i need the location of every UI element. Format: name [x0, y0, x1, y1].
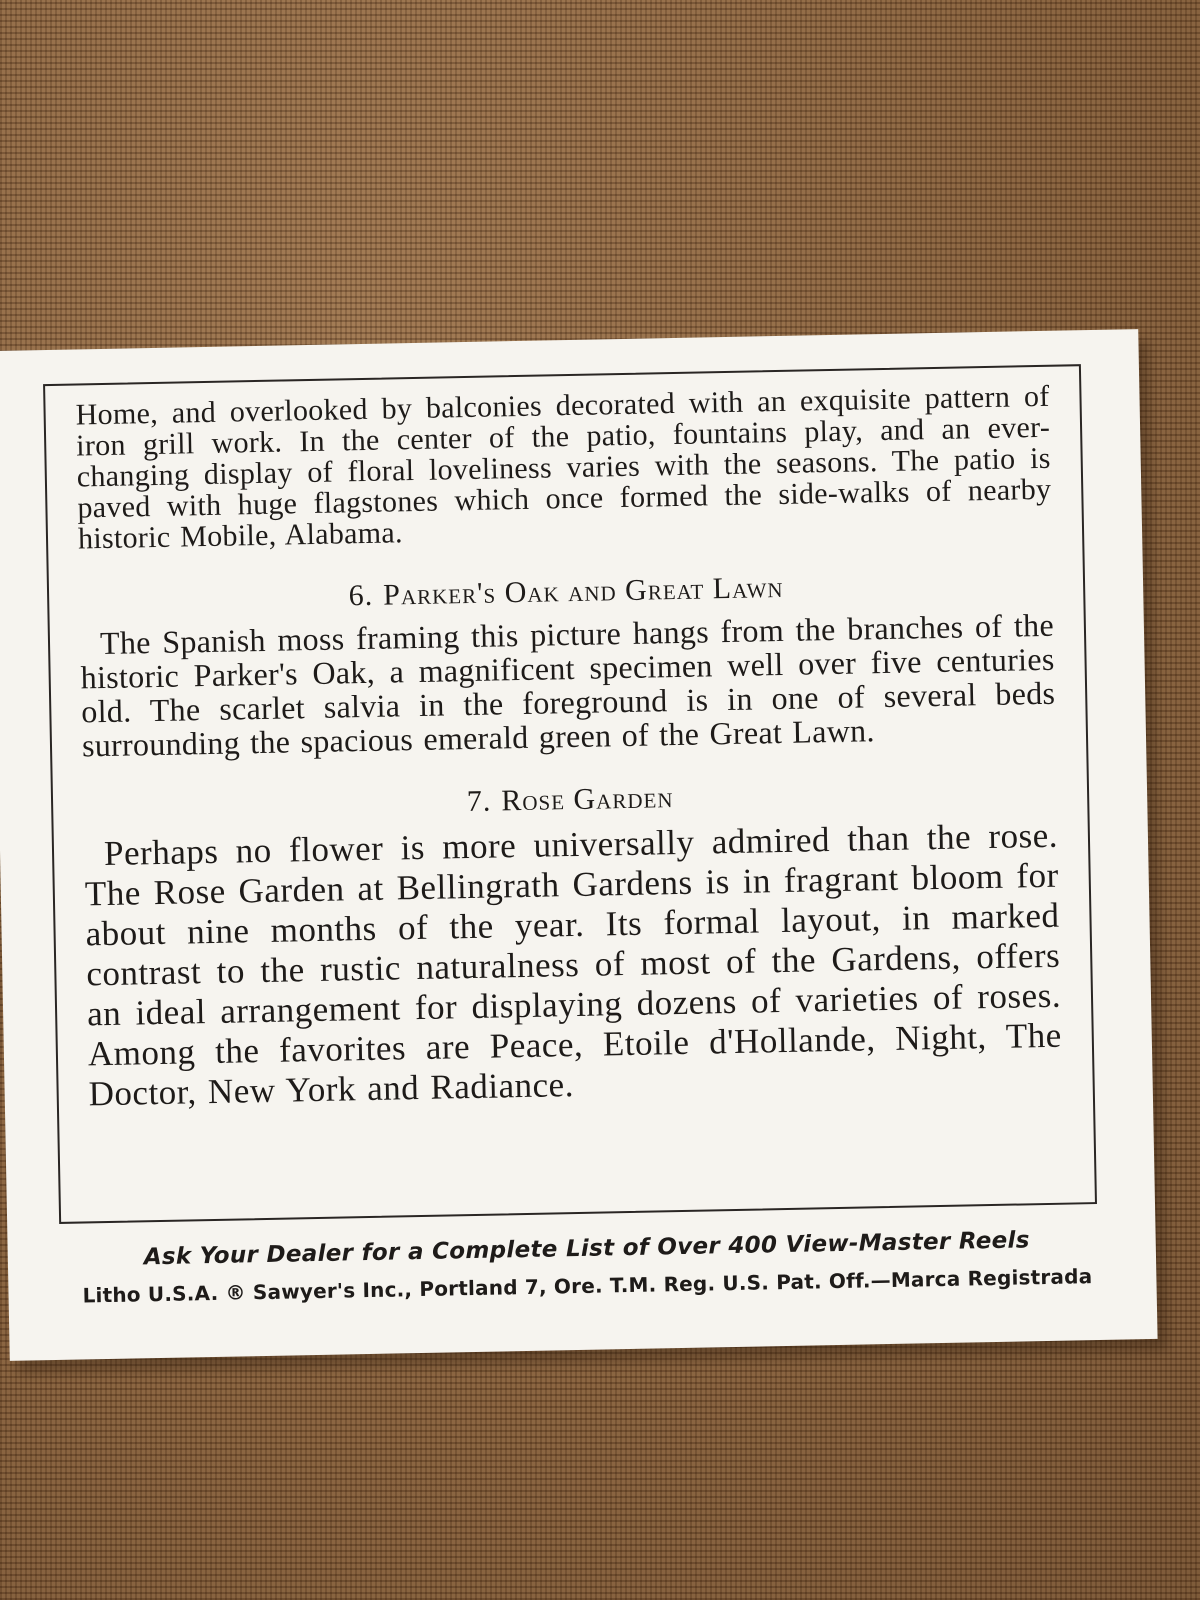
dealer-line: Ask Your Dealer for a Complete List of Over 400 View-Master Reels [143, 1227, 1030, 1271]
card-footer [48, 1225, 1127, 1308]
intro-paragraph: Home, and overlooked by balconies decorated with an exquisite pattern of iron grill work. In the center of the patio, fountains play, and an ever-changing display of floral loveliness varies with the seasons. The patio is paved with huge flagstones which once formed the side-walks of nearby historic Mobile, Alabama. [75, 379, 1052, 556]
section-body-7: Perhaps no flower is more universally admired than the rose. The Rose Garden at Bellingrath Gardens is in fragrant bloom for about nine months of the year. Its formal layout, in marked contrast to the rustic naturalness of most of the Gardens, offers an ideal arrangement for displaying dozens of varieties of roses. Among the favorites are Peace, Etoile d'Hollande, Night, The Doctor, New York and Radiance. [84, 815, 1063, 1114]
section-title: Parker's Oak and Great Lawn [382, 570, 784, 612]
litho-line: Litho U.S.A. ® Sawyer's Inc., Portland 7, Ore. T.M. Reg. U.S. Pat. Off.—Marca Registrada [82, 1264, 1093, 1308]
reel-info-card [0, 329, 1158, 1361]
section-number: 7. [466, 784, 492, 819]
text-frame [43, 364, 1097, 1224]
section-number: 6. [348, 578, 374, 613]
section-body-6: The Spanish moss framing this picture hangs from the branches of the historic Parker's Oak, a magnificent specimen well over five centuries old. The scarlet salvia in the foreground is in one of several beds surrounding the spacious emerald green of the Great Lawn. [80, 606, 1056, 764]
section-title: Rose Garden [500, 781, 674, 818]
